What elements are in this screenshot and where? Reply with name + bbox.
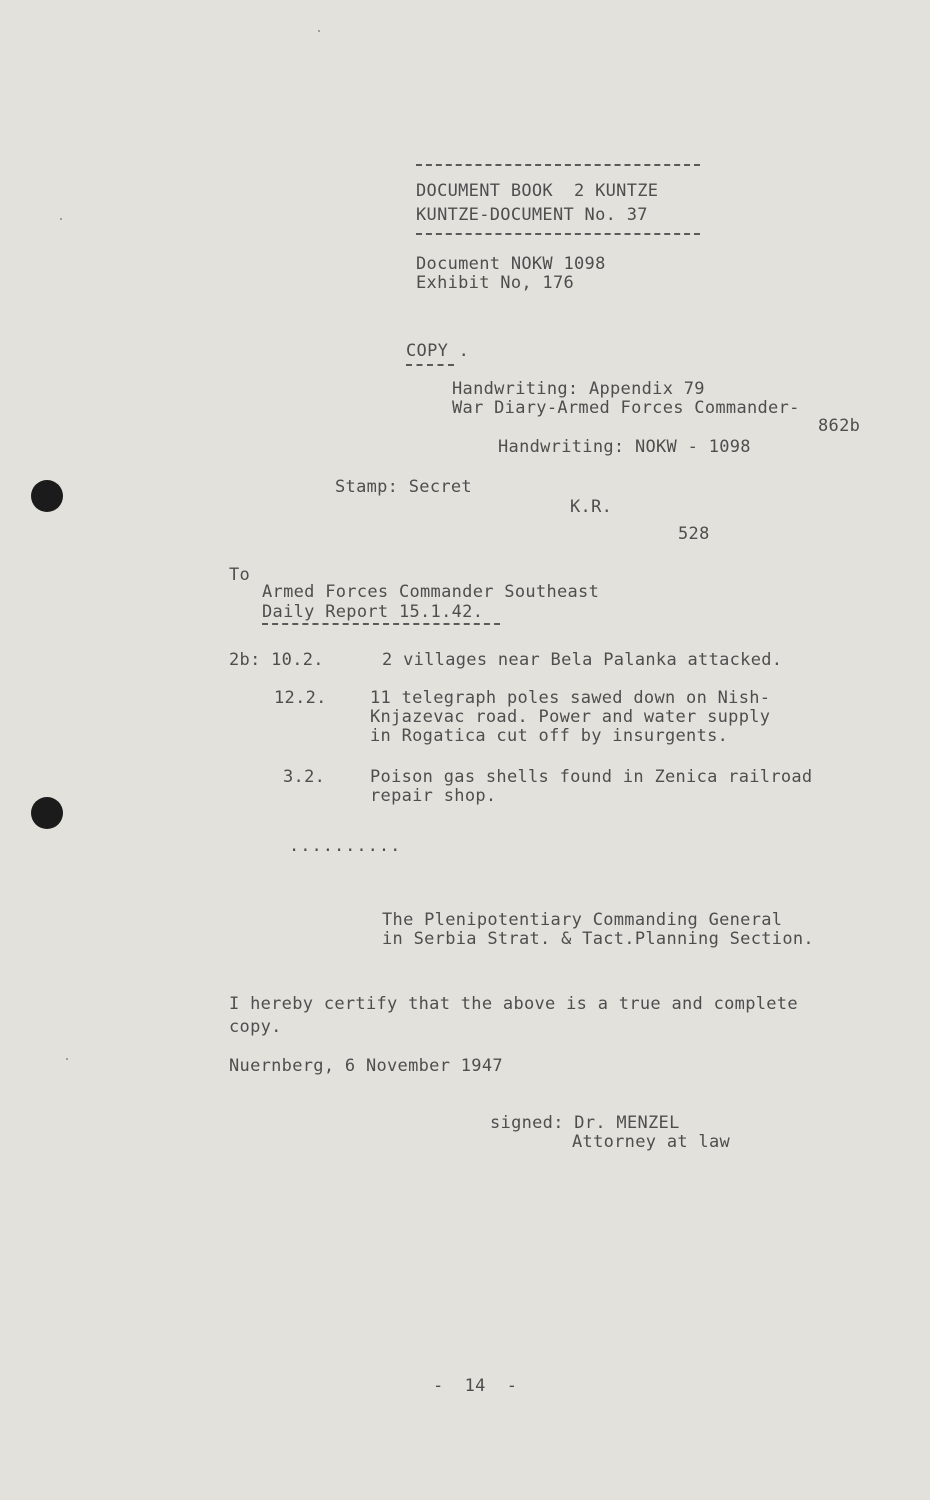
entry-text: repair shop. <box>370 786 497 806</box>
entry-text: Poison gas shells found in Zenica railroad <box>370 767 813 787</box>
certification-text: copy. <box>229 1017 282 1037</box>
entry-text: Knjazevac road. Power and water supply <box>370 707 771 727</box>
war-diary-line: War Diary-Armed Forces Commander- <box>452 398 800 418</box>
signer-title: Attorney at law <box>572 1132 731 1152</box>
paper-speck <box>60 218 62 220</box>
certification-text: I hereby certify that the above is a true and complete <box>229 994 798 1014</box>
header-rule-top <box>416 164 700 166</box>
handwriting-nokw: Handwriting: NOKW - 1098 <box>498 437 751 457</box>
exhibit-line: Exhibit No, 176 <box>416 273 575 293</box>
entry-label: 3.2. <box>283 767 326 787</box>
report-title-underline <box>262 623 500 625</box>
entry-label: 12.2. <box>274 688 327 708</box>
entry-label: 2b: 10.2. <box>229 650 324 670</box>
document-number: KUNTZE-DOCUMENT No. 37 <box>416 205 648 225</box>
stamp-initials: K.R. <box>570 497 613 517</box>
entry-text: 11 telegraph poles sawed down on Nish- <box>370 688 771 708</box>
signature-block-line1: The Plenipotentiary Commanding General <box>382 910 783 930</box>
war-diary-page: 862b <box>818 416 861 436</box>
stamp-number: 528 <box>678 524 710 544</box>
place-date: Nuernberg, 6 November 1947 <box>229 1056 503 1076</box>
nokw-document-line: Document NOKW 1098 <box>416 254 606 274</box>
report-title: Daily Report 15.1.42. <box>262 602 484 622</box>
paper-speck <box>66 1058 68 1060</box>
page-number: - 14 - <box>433 1376 518 1396</box>
header-rule-bottom <box>416 233 700 235</box>
copy-label: COPY . <box>406 341 470 361</box>
copy-underline <box>406 364 454 366</box>
signature-block-line2: in Serbia Strat. & Tact.Planning Section. <box>382 929 814 949</box>
recipient: Armed Forces Commander Southeast <box>262 582 600 602</box>
address-to: To <box>229 565 251 585</box>
entry-text: in Rogatica cut off by insurgents. <box>370 726 729 746</box>
handwriting-appendix: Handwriting: Appendix 79 <box>452 379 705 399</box>
omission-ellipsis: .......... <box>289 836 402 856</box>
punch-hole-bottom <box>31 797 63 829</box>
stamp-secret: Stamp: Secret <box>335 477 472 497</box>
document-book-title: DOCUMENT BOOK 2 KUNTZE <box>416 181 659 201</box>
punch-hole-top <box>31 480 63 512</box>
entry-text: 2 villages near Bela Palanka attacked. <box>382 650 783 670</box>
signed-by: signed: Dr. MENZEL <box>490 1113 680 1133</box>
paper-speck <box>318 30 320 32</box>
